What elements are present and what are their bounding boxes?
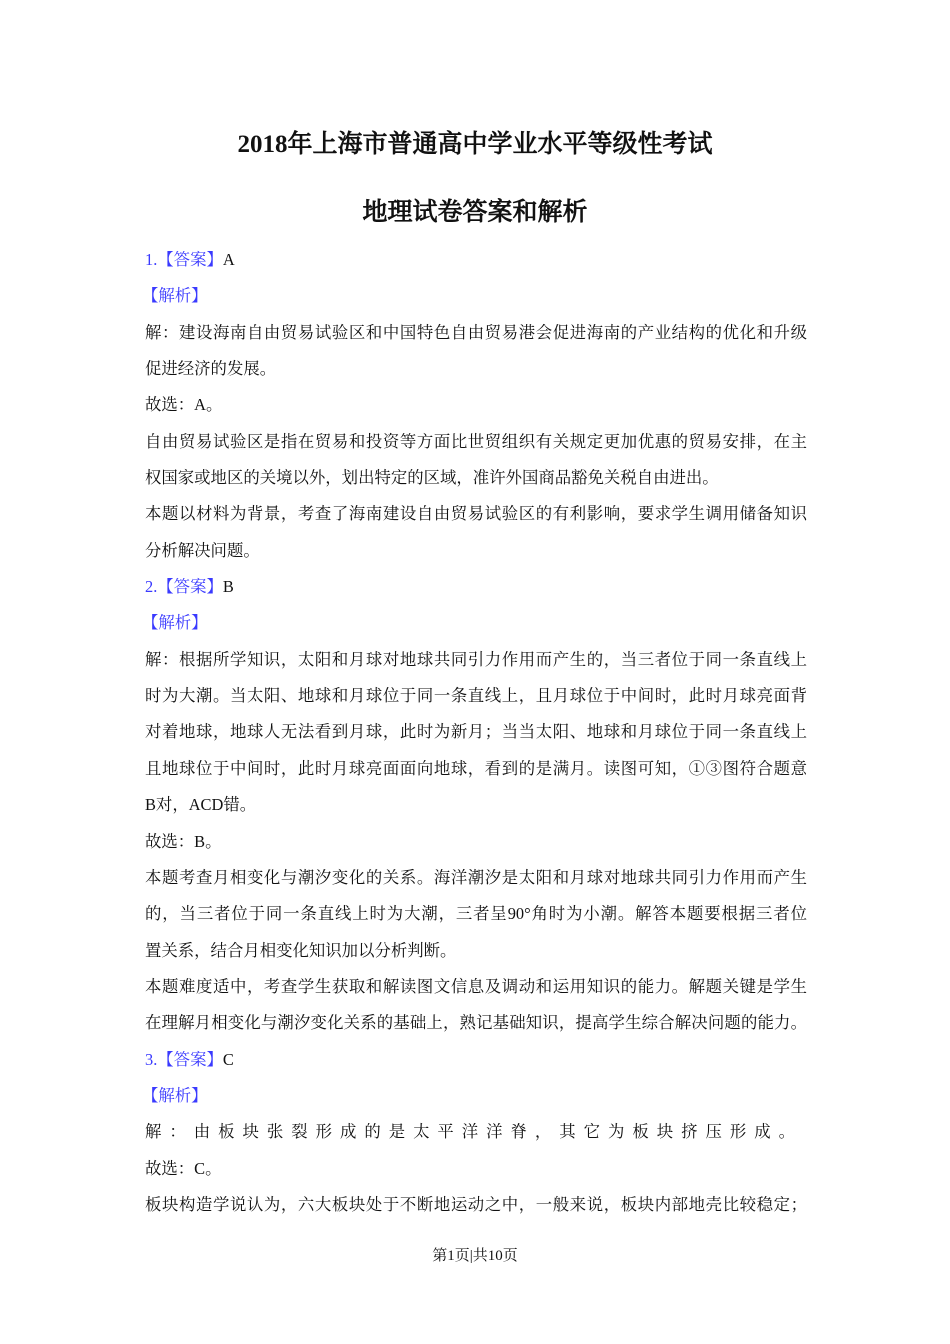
question-number: 2. — [145, 577, 158, 597]
text-line: 本题以材料为背景，考查了海南建设自由贸易试验区的有利影响，要求学生调用储备知识 — [145, 504, 807, 524]
text-line: 且地球位于中间时，此时月球亮面面向地球，看到的是满月。读图可知，①③图符合题意 — [145, 758, 807, 778]
text-line: 置关系，结合月相变化知识加以分析判断。 — [145, 940, 457, 960]
text-line: 分析解决问题。 — [145, 540, 260, 560]
question-number: 3. — [145, 1049, 158, 1069]
answer-label: 【答案】 — [157, 1049, 223, 1069]
document-title: 2018年上海市普通高中学业水平等级性考试 — [237, 131, 713, 158]
text-line: B对，ACD错。 — [145, 795, 257, 815]
text-line: 故选：A。 — [145, 395, 223, 415]
text-line: 故选：B。 — [145, 831, 222, 851]
answer-label: 【答案】 — [157, 577, 223, 597]
analysis-label: 【解析】 — [142, 613, 208, 633]
answer-label: 【答案】 — [157, 250, 223, 269]
text-line: 解：建设海南自由贸易试验区和中国特色自由贸易港会促进海南的产业结构的优化和升级 — [145, 322, 807, 342]
text-line: 在理解月相变化与潮汐变化关系的基础上，熟记基础知识，提高学生综合解决问题的能力。 — [145, 1013, 807, 1033]
answer-value: C — [222, 1049, 234, 1069]
text-line: 时为大潮。当太阳、地球和月球位于同一条直线上，且月球位于中间时，此时月球亮面背 — [145, 686, 807, 706]
text-line: 本题考查月相变化与潮汐变化的关系。海洋潮汐是太阳和月球对地球共同引力作用而产生 — [145, 867, 807, 887]
text-line: 自由贸易试验区是指在贸易和投资等方面比世贸组织有关规定更加优惠的贸易安排，在主 — [145, 431, 807, 451]
text-line: 板块构造学说认为，六大板块处于不断地运动之中，一般来说，板块内部地壳比较稳定； — [145, 1194, 807, 1214]
question-number: 1. — [145, 250, 158, 269]
text-line: 促进经济的发展。 — [145, 359, 277, 379]
page-footer: 第1页|共10页 — [432, 1248, 518, 1264]
text-line: 本题难度适中，考查学生获取和解读图文信息及调动和运用知识的能力。解题关键是学生 — [145, 976, 807, 996]
text-line: 的，当三者位于同一条直线上时为大潮，三者呈90°角时为小潮。解答本题要根据三者位 — [145, 904, 807, 924]
text-line: 解：由板块张裂形成的是太平洋洋脊，其它为板块挤压形成。 — [145, 1122, 795, 1142]
text-line: 对着地球，地球人无法看到月球，此时为新月；当当太阳、地球和月球位于同一条直线上 — [145, 722, 807, 742]
text-line: 解：根据所学知识，太阳和月球对地球共同引力作用而产生的，当三者位于同一条直线上 — [145, 649, 807, 669]
document-body — [142, 242, 807, 1223]
analysis-label: 【解析】 — [142, 286, 208, 306]
answer-value: B — [222, 577, 234, 597]
analysis-label: 【解析】 — [142, 1085, 208, 1105]
answer-line-2 — [145, 569, 807, 605]
document-subtitle: 地理试卷答案和解析 — [362, 199, 588, 226]
text-line: 故选：C。 — [145, 1158, 222, 1178]
text-line: 权国家或地区的关境以外，划出特定的区域，准许外国商品豁免关税自由进出。 — [145, 468, 719, 488]
answer-line-1 — [145, 242, 807, 278]
answer-line-3 — [145, 1042, 807, 1078]
answer-value: A — [222, 250, 235, 269]
